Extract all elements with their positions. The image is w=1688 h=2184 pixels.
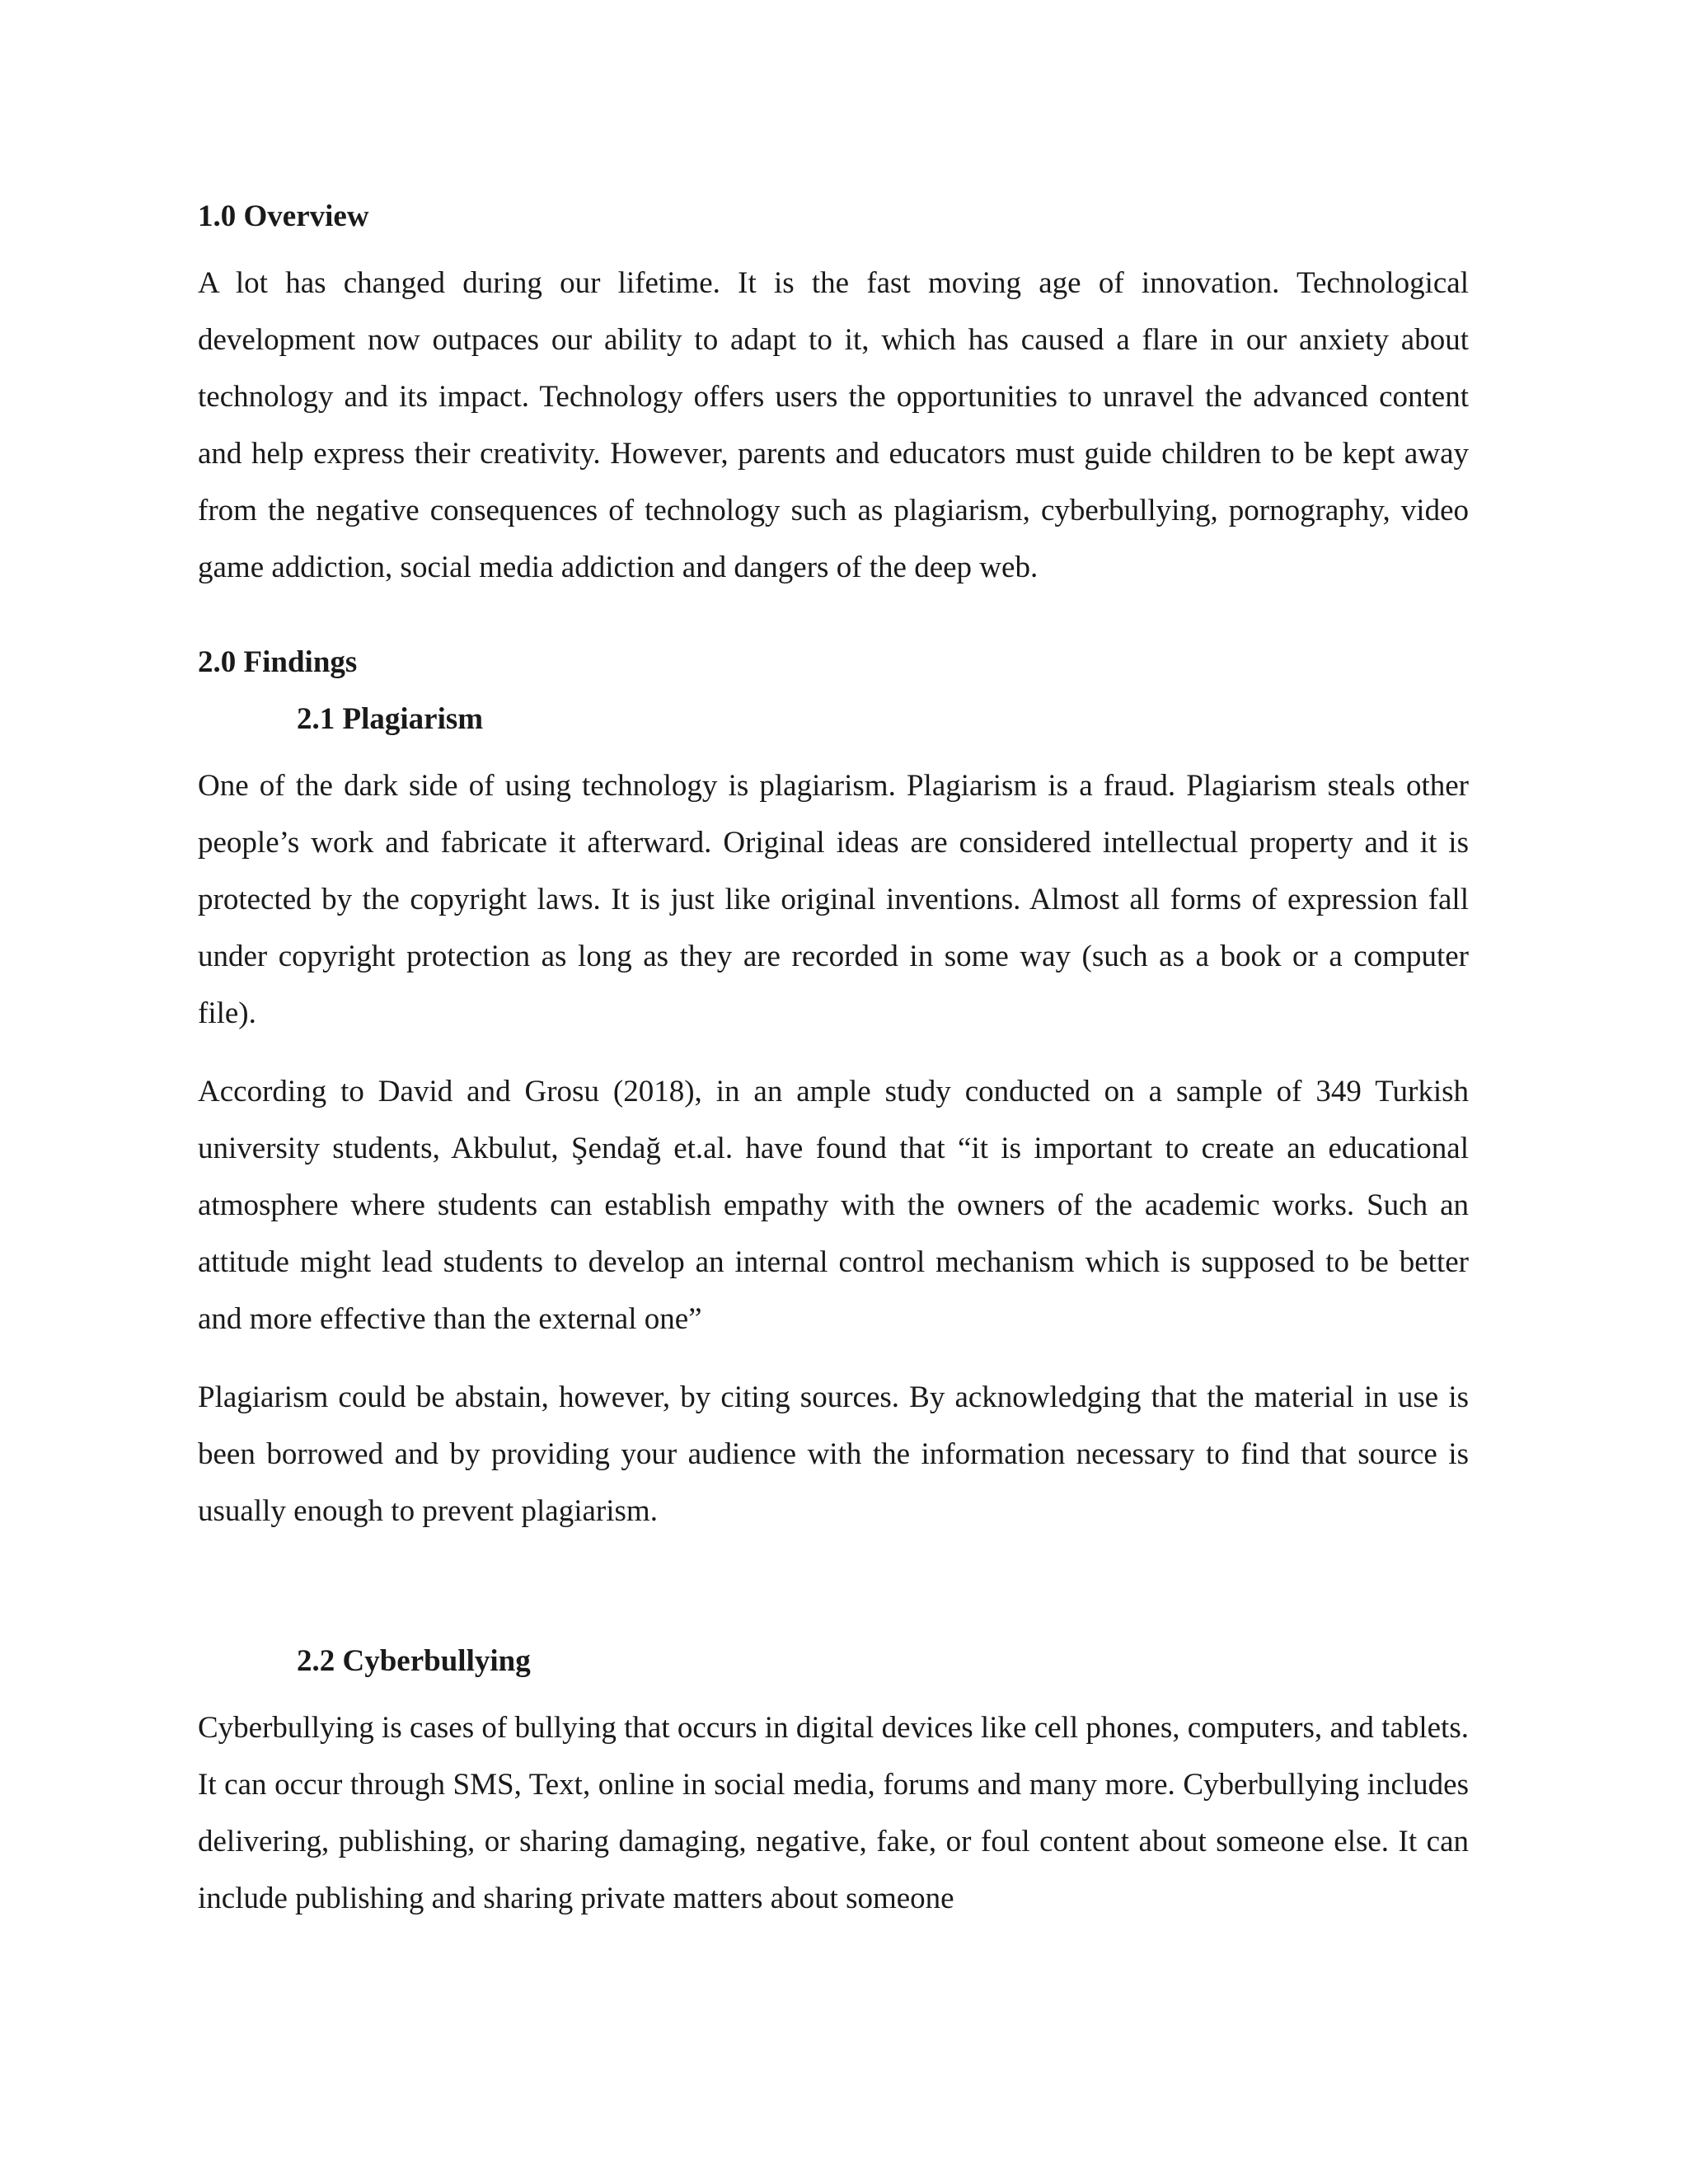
plagiarism-paragraph-1: One of the dark side of using technology is plagiarism. Plagiarism is a fraud. Plagiarism steals other people’s work and fabricate it afterward. Original ideas are considered intellectual property and it is protected by the copyright laws. It is just like original inventions. Almost all forms of expression fall under copyright protection as long as they are recorded in some way (such as a book or a computer file). <box>198 769 1469 1030</box>
section-heading-findings: 2.0 Findings <box>198 645 358 679</box>
plagiarism-paragraph-2: According to David and Grosu (2018), in an ample study conducted on a sample of 349 Turkish university students, Akbulut, Şendağ et.al. have found that “it is important to create an educational atmosphere where students can establish empathy with the owners of the academic works. Such an attitude might lead students to develop an internal control mechanism which is supposed to be better and more effective than the external one” <box>198 1075 1469 1336</box>
document-page <box>198 198 1469 1927</box>
overview-paragraph: A lot has changed during our lifetime. It is the fast moving age of innovation. Technological development now outpaces our ability to adapt to it, which has caused a flare in our anxiety about technology and its impact. Technology offers users the opportunities to unravel the advanced content and help express their creativity. However, parents and educators must guide children to be kept away from the negative consequences of technology such as plagiarism, cyberbullying, pornography, video game addiction, social media addiction and dangers of the deep web. <box>198 266 1469 584</box>
cyberbullying-paragraph: Cyberbullying is cases of bullying that occurs in digital devices like cell phones, computers, and tablets. It can occur through SMS, Text, online in social media, forums and many more. Cyberbullying includes delivering, publishing, or sharing damaging, negative, fake, or foul content about someone else. It can include publishing and sharing private matters about someone <box>198 1711 1469 1915</box>
subsection-heading-cyberbullying: 2.2 Cyberbullying <box>297 1644 531 1678</box>
subsection-heading-plagiarism: 2.1 Plagiarism <box>297 702 484 736</box>
section-heading-overview: 1.0 Overview <box>198 199 369 233</box>
plagiarism-paragraph-3: Plagiarism could be abstain, however, by citing sources. By acknowledging that the material in use is been borrowed and by providing your audience with the information necessary to find that source is usually enough to prevent plagiarism. <box>198 1380 1469 1528</box>
